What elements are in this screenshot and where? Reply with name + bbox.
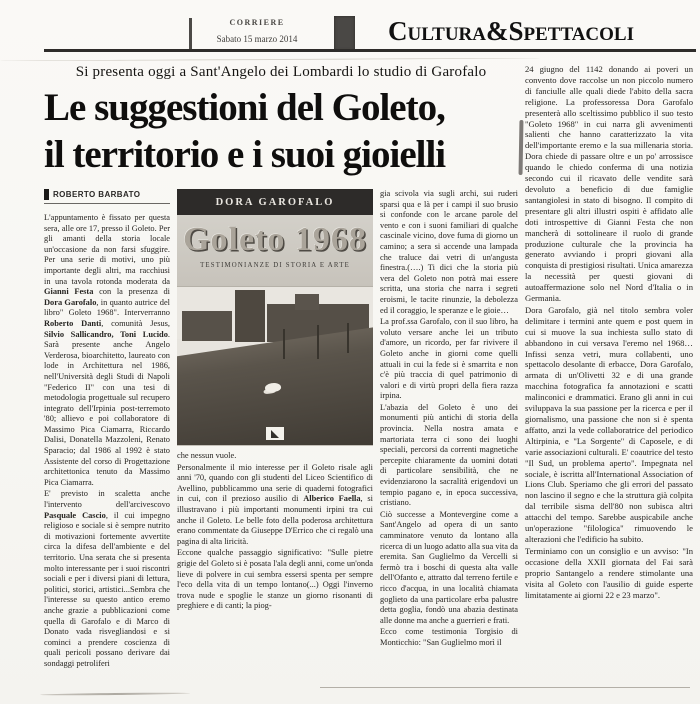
article-column-1 bbox=[44, 189, 170, 704]
article-column-2 bbox=[177, 189, 373, 704]
masthead bbox=[198, 18, 316, 44]
book-cover-figure bbox=[177, 189, 373, 445]
headline-line-2: il territorio e i suoi gioielli bbox=[44, 133, 446, 176]
byline-marker bbox=[44, 189, 49, 200]
article-paragraph: Eccone qualche passaggio significativo: "Sulle pietre grigie del Goleto si è posata l'ala degli anni, come un'onda lieve di polvere in cui sembra essersi spenta per sempre l'eco della vita di un tempo lontano(...) Oggi l'inverno trova nude e spoglie le stanze un giorno risonanti di preghiere e di canti; la piog- bbox=[177, 548, 373, 611]
cover-title: Goleto 1968 bbox=[183, 221, 367, 258]
masthead-date: Sabato 15 marzo 2014 bbox=[216, 34, 298, 44]
article-left-zone bbox=[44, 64, 518, 704]
header-ink-box bbox=[334, 16, 355, 51]
column-1-text bbox=[44, 213, 170, 670]
article-paragraph: L'appuntamento è fissato per questa sera, alle ore 17, presso il Goleto. Per gli amanti della storia locale un'occasione da non farsi sfuggire. Per una serie di motivi, uno più importante degli altri, ma racchiusi in una tavola rotonda moderata da Gianni Festa con la presenza di Dora Garofalo, in quanto autrice del libro" Goleto 1968". Interverranno Roberto Danti, comunità Jesus, Silvio Sallicandro, Toni Lucido. Sarà presente anche Angelo Verderosa, bioarchitetto, laureato con lode in Architettura nel 1986, nell'Università degli Studi di Napoli "Federico II" con una tesi di metodologia progettuale sul recupero integrato dell'Irpinia post-terremoto '80; allievo e poi collaboratore di Massimo Pica Ciamarra, Riccardo Dalisi, Donatella Mazzoleni, Renato Sparacio; dal 1986 al 1992 è stato Assistente del corso di Progettazione architettonica tenuto da Massimo Pica Ciamarra. bbox=[44, 213, 170, 487]
article-paragraph: Personalmente il mio interesse per il Goleto risale agli anni '70, quando con gli studenti del Liceo Scientifico di Avellino, pubblicammo una serie di quaderni fotografici in cui, con il prezioso ausilio di Alberico Faella, si illustravano i più importanti monumenti irpini tra cui anche il Goleto. Le belle foto della poderosa architettura erano commentate da Giuseppe D'Errico che ci regalò una pagina di alta liricità. bbox=[177, 462, 373, 546]
article-paragraph: Terminiamo con un consiglio e un avviso: "In occasione della XXII giornata del Fai sarà proprio Santangelo a rendere stimolante una visita al Goleto con l'ausilio di guide esperte limitatamente ai giorni 22 e 23 marzo". bbox=[525, 545, 693, 600]
section-title: Cultura&Spettacoli bbox=[388, 16, 634, 46]
column-2-text bbox=[177, 451, 373, 612]
article-paragraph: Dora Garofalo, già nel titolo sembra voler delimitare i termini ante quem e post quem in cui si muove la sua inchiesta sullo stato di abbandono in cui versava l'eremo nel 1968…Infissi senza vetri, mura collabenti, uno spettacolo desolante di erbacce, Dora Garofalo, armata di un'Olivetti 32 e di una grande macchina fotografica fa annotazioni e scatti malinconici e drammatici. Erano gli anni in cui sviluppava la sua passione per la ricerca e per il giornalismo, una passione che non si è spenta affatto, anzi la vede collaboratrice del periodico Altirpinia, e "La Sorgente" di Caposele, e di varie associazioni culturali. E' coautrice del testo "Il Sud, un problema aperto". Impegnata nel sociale, è iscritta all'International Association of Lions Club. Speriamo che gli errori del passato non lascino il segno e che la struttura già colpita dal terribile sisma dell'80 non subisca altri attacchi del tempo. Sarebbe auspicabile anche un'operazione "filologica" rimuovendo le alterazioni che l'edificio ha subito. bbox=[525, 304, 693, 544]
tree-silhouette bbox=[283, 329, 285, 359]
cover-photo bbox=[177, 287, 373, 445]
tree-silhouette bbox=[347, 323, 349, 353]
masthead-name: CORRIERE bbox=[229, 18, 285, 27]
article-column-4 bbox=[525, 64, 693, 704]
bottom-rule bbox=[320, 687, 690, 688]
header-rule bbox=[44, 49, 696, 52]
scan-artifact-line bbox=[0, 58, 540, 62]
cover-subtitle: TESTIMONIANZE DI STORIA E ARTE bbox=[200, 262, 350, 269]
article-paragraph: che nessun vuole. bbox=[177, 451, 237, 460]
article-column-3 bbox=[380, 189, 518, 704]
article-paragraph: gia scivola via sugli archi, sui ruderi sparsi qua e là per i campi il suo brusio si confonde con le arcane parole del vento e con i suoni familiari di qualche cascinale vicino, dove fuma di giorno un camino; a sera si accende una lampada che traluce dai vetri di un'angusta finestra.(….) Ti dici che la storia più vera del Goleto non potrà mai essere scritta, una storia che narra i segreti eroismi, le tacite rinunzie, la debolezza ed il coraggio, le speranze e le gioie… bbox=[380, 189, 518, 315]
byline-row bbox=[44, 189, 170, 204]
triangle-logo-icon bbox=[271, 430, 279, 438]
abbey-wall-silhouette bbox=[295, 294, 319, 310]
article-paragraph: Ecco come testimonia Torgisio di Monticchio: "San Guglielmo morì il bbox=[380, 627, 518, 647]
cover-title-band bbox=[177, 215, 373, 287]
article-paragraph: L'abazia del Goleto è uno dei monumenti più antichi di storia della provincia. Nella nostra amata e martoriata terra ci sono dei luoghi speciali, percorsi da correnti magnetiche percepite chiaramente da uomini dotati di particolare sensibilità, che ne evidenziarono la sacralità erigendovi un tempio pagano e, in epoca successiva, cristiano. bbox=[380, 402, 518, 508]
article-headline bbox=[44, 84, 518, 178]
article-paragraph: 24 giugno del 1142 donando ai poveri un convento dove raccolse un non piccolo numero di fanciulle alle quali diede l'abito della sacra religione. La professoressa Dora Garofalo presenterà allo sceltissimo pubblico il suo testo "Goleto 1968" in cui narra gli avvenimenti salienti che hanno caratterizzato la vita dell'importante eremo e la sua millenaria storia. Dora chiede di passare oltre e un po' arrossisce quando le chiedo conferma di una notizia secondo cui il ricavato delle vendite sarà devoluto a beneficio di due famiglie santangiolesi in stato di bisogno. Il compito di presentare gli altri illustri ospiti è affidato alle doti introspettive di Gianni Festa che non mancherà di sottolineare il ruolo di grande produzione culturale che la provincia ha generato avviando i propri giovani alla conquista di prestigiosi risultati. Unica amarezza la necessità per questi giovani di autoaffermazione solo nel Nord d'Italia o in Germania. bbox=[525, 64, 693, 304]
abbey-ruins-silhouette bbox=[182, 311, 232, 341]
article bbox=[44, 64, 693, 704]
cover-author-band bbox=[177, 189, 373, 215]
byline: ROBERTO BARBATO bbox=[53, 190, 141, 199]
abbey-tower-silhouette bbox=[235, 290, 265, 342]
article-paragraph: E' previsto in scaletta anche l'intervento dell'arcivescovo Pasquale Cascio, il cui impegno religioso e sociale si è sempre nutrito di motivazioni fortemente avvertite circa la difesa dell'ambiente e del territorio. Una serata che si presenta molto interessante per i suoi riscontri sociali e per i diversi piani di lettura, politici, storici, artistici...Sembra che l'interesse su questo antico eremo anche grazie a pubblicazioni come quella di Garofalo e di Marco di Donato vada risvegliandosi e si cominci a prendere coscienza di quali pericoli possano derivare dai sondaggi petroliferi bbox=[44, 489, 170, 668]
article-kicker: Si presenta oggi a Sant'Angelo dei Lombardi lo studio di Garofalo bbox=[75, 64, 487, 80]
article-paragraph: Ciò successe a Montevergine come a Sant'Angelo ad opera di un santo camminatore venuto da lontano alla ricerca di un luogo adatto alla sua vita da eremita. San Guglielmo da Vercelli si fermò tra i boschi di questa alta valle dell'Ofanto e, attratto dal terreno fertile e ricco d'acqua, in una località chiamata goglieto da una particolare erba palustre detta goglia, fondò una abazia destinata alle donne ma anche a guerrieri e frati. bbox=[380, 509, 518, 625]
masthead-divider bbox=[189, 18, 192, 50]
column-3-text bbox=[380, 189, 518, 649]
photo-credit-mark-icon bbox=[266, 427, 284, 440]
tree-silhouette bbox=[317, 325, 319, 359]
column-4-text bbox=[525, 64, 693, 600]
cover-author: DORA GAROFALO bbox=[215, 196, 335, 208]
article-columns bbox=[44, 189, 518, 704]
headline-line-1: Le suggestioni del Goleto, bbox=[44, 86, 445, 129]
article-paragraph: La prof.ssa Garofalo, con il suo libro, ha voluto versare anche lei un tributo d'amore, un ricordo, per far rivivere il Goleto anche in giorni come quelli attuali in cui la fede si è smarrita e non c'è più traccia di quel patrimonio di valori e di virtù propri della fiera razza irpina. bbox=[380, 317, 518, 401]
